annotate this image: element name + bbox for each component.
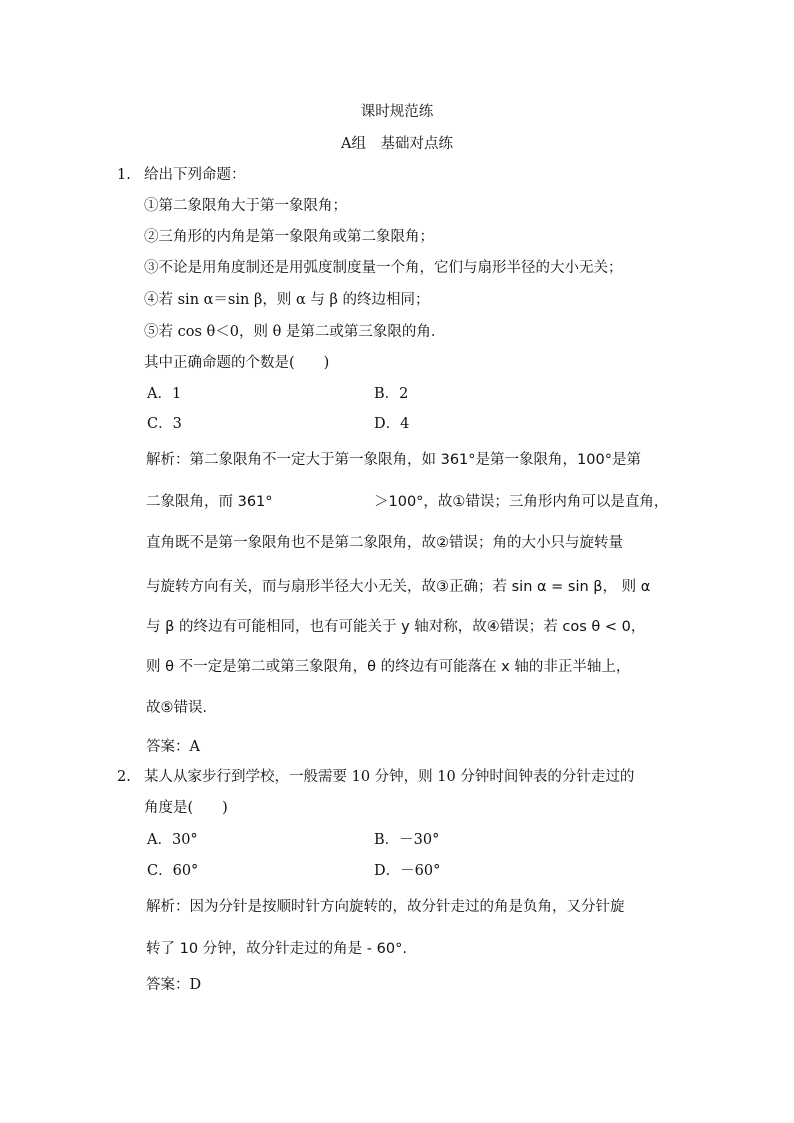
q1-stem: 给出下列命题： xyxy=(144,167,246,183)
q2-option-c: C．60° xyxy=(147,863,199,879)
page-title: 课时规范练 xyxy=(360,104,434,120)
q2-analysis-line-2: 转了 10 分钟，故分针走过的角是 - 60°. xyxy=(146,941,407,957)
q1-prop-3: ③不论是用角度制还是用弧度制度量一个角，它们与扇形半径的大小无关； xyxy=(144,260,623,276)
q1-number: 1. xyxy=(117,167,131,183)
q1-analysis-line-1: 解析：第二象限角不一定大于第一象限角，如 361°是第一象限角，100°是第 xyxy=(146,452,641,468)
q1-option-a: A．1 xyxy=(147,386,182,402)
q2-stem-line-2: 角度是( ) xyxy=(144,800,228,816)
q1-analysis-line-4: 与旋转方向有关，而与扇形半径大小无关，故③正确；若 sin α = sin β， 则 α xyxy=(146,579,651,595)
q1-option-c: C．3 xyxy=(147,416,182,432)
q1-analysis-line-5: 与 β 的终边有可能相同，也有可能关于 y 轴对称，故④错误；若 cos θ < 0， xyxy=(146,619,646,635)
q1-analysis-line-6: 则 θ 不一定是第二或第三象限角，θ 的终边有可能落在 x 轴的非正半轴上， xyxy=(146,659,631,675)
q2-option-d: D．－60° xyxy=(374,863,441,879)
q1-prop-5: ⑤若 cos θ＜0，则 θ 是第二或第三象限的角． xyxy=(144,324,446,340)
q1-analysis-line-3: 直角既不是第一象限角也不是第二象限角，故②错误；角的大小只与旋转量 xyxy=(146,535,623,551)
q1-prop-2: ②三角形的内角是第一象限角或第二象限角； xyxy=(144,229,434,245)
q1-ask: 其中正确命题的个数是( ) xyxy=(144,355,330,371)
q2-stem-line-1: 某人从家步行到学校，一般需要 10 分钟，则 10 分钟时间钟表的分针走过的 xyxy=(144,769,635,785)
q1-analysis-line-7: 故⑤错误． xyxy=(146,700,217,716)
q1-answer: 答案：A xyxy=(146,739,200,755)
q2-option-b: B．－30° xyxy=(374,832,440,848)
q2-analysis-line-1: 解析：因为分针是按顺时针方向旋转的，故分针走过的角是负角，又分针旋 xyxy=(146,899,625,915)
q1-option-b: B．2 xyxy=(374,386,409,402)
q1-option-d: D．4 xyxy=(374,416,410,432)
q1-analysis-line-2b: ＞100°，故①错误；三角形内角可以是直角， xyxy=(374,494,669,510)
q1-prop-4: ④若 sin α＝sin β，则 α 与 β 的终边相同； xyxy=(144,292,430,308)
q2-option-a: A．30° xyxy=(147,832,198,848)
q1-analysis-line-2a: 二象限角，而 361° xyxy=(146,494,273,510)
group-heading: A组 基础对点练 xyxy=(341,136,453,152)
q2-number: 2. xyxy=(117,769,131,785)
q2-answer: 答案：D xyxy=(146,977,202,993)
q1-prop-1: ①第二象限角大于第一象限角； xyxy=(144,198,347,214)
